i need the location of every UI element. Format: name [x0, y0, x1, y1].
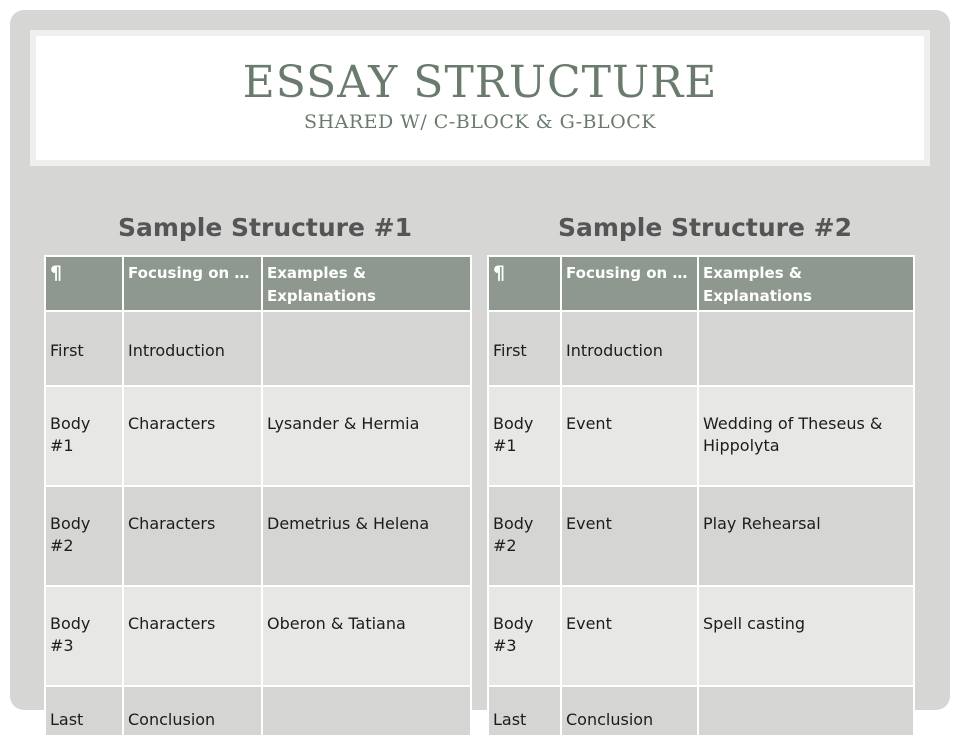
- table-row: [45, 386, 471, 486]
- structure-table-2: [487, 255, 915, 737]
- table-row: [488, 586, 914, 686]
- structure-table-1: [44, 255, 472, 737]
- title-box: [30, 30, 930, 166]
- cell-focus: Introduction: [561, 311, 698, 386]
- cell-paragraph: First: [45, 311, 123, 386]
- cell-paragraph: Body #2: [488, 486, 561, 586]
- col-header-focus: Focusing on …: [123, 256, 262, 311]
- cell-paragraph: Last: [45, 686, 123, 736]
- slide-title: ESSAY STRUCTURE: [242, 57, 718, 108]
- table-row: [45, 311, 471, 386]
- cell-examples: [262, 311, 471, 386]
- slide-subtitle: SHARED W/ C-BLOCK & G-BLOCK: [304, 111, 656, 133]
- table-row: [488, 311, 914, 386]
- cell-examples: Demetrius & Helena: [262, 486, 471, 586]
- table-row: [45, 686, 471, 736]
- cell-focus: Event: [561, 386, 698, 486]
- cell-examples: Play Rehearsal: [698, 486, 914, 586]
- table-row: [45, 586, 471, 686]
- cell-focus: Event: [561, 486, 698, 586]
- cell-focus: Characters: [123, 486, 262, 586]
- table-header-row: [45, 256, 471, 311]
- cell-examples: Lysander & Hermia: [262, 386, 471, 486]
- cell-examples: [698, 311, 914, 386]
- cell-focus: Characters: [123, 386, 262, 486]
- cell-focus: Event: [561, 586, 698, 686]
- col-header-paragraph: ¶: [45, 256, 123, 311]
- table-row: [45, 486, 471, 586]
- cell-paragraph: Body #1: [488, 386, 561, 486]
- cell-paragraph: Last: [488, 686, 561, 736]
- cell-paragraph: Body #3: [488, 586, 561, 686]
- cell-examples: Oberon & Tatiana: [262, 586, 471, 686]
- table-header-row: [488, 256, 914, 311]
- table1-heading: Sample Structure #1: [117, 213, 413, 242]
- cell-paragraph: Body #1: [45, 386, 123, 486]
- col-header-examples: Examples & Explanations: [698, 256, 914, 311]
- table-row: [488, 486, 914, 586]
- cell-paragraph: Body #2: [45, 486, 123, 586]
- cell-paragraph: Body #3: [45, 586, 123, 686]
- cell-paragraph: First: [488, 311, 561, 386]
- cell-focus: Characters: [123, 586, 262, 686]
- cell-focus: Introduction: [123, 311, 262, 386]
- cell-examples: Wedding of Theseus & Hippolyta: [698, 386, 914, 486]
- table-row: [488, 686, 914, 736]
- col-header-paragraph: ¶: [488, 256, 561, 311]
- slide: [10, 10, 950, 729]
- cell-examples: [262, 686, 471, 736]
- table-row: [488, 386, 914, 486]
- cell-examples: Spell casting: [698, 586, 914, 686]
- cell-focus: Conclusion: [123, 686, 262, 736]
- col-header-focus: Focusing on …: [561, 256, 698, 311]
- col-header-examples: Examples & Explanations: [262, 256, 471, 311]
- cell-examples: [698, 686, 914, 736]
- table2-heading: Sample Structure #2: [557, 213, 853, 242]
- cell-focus: Conclusion: [561, 686, 698, 736]
